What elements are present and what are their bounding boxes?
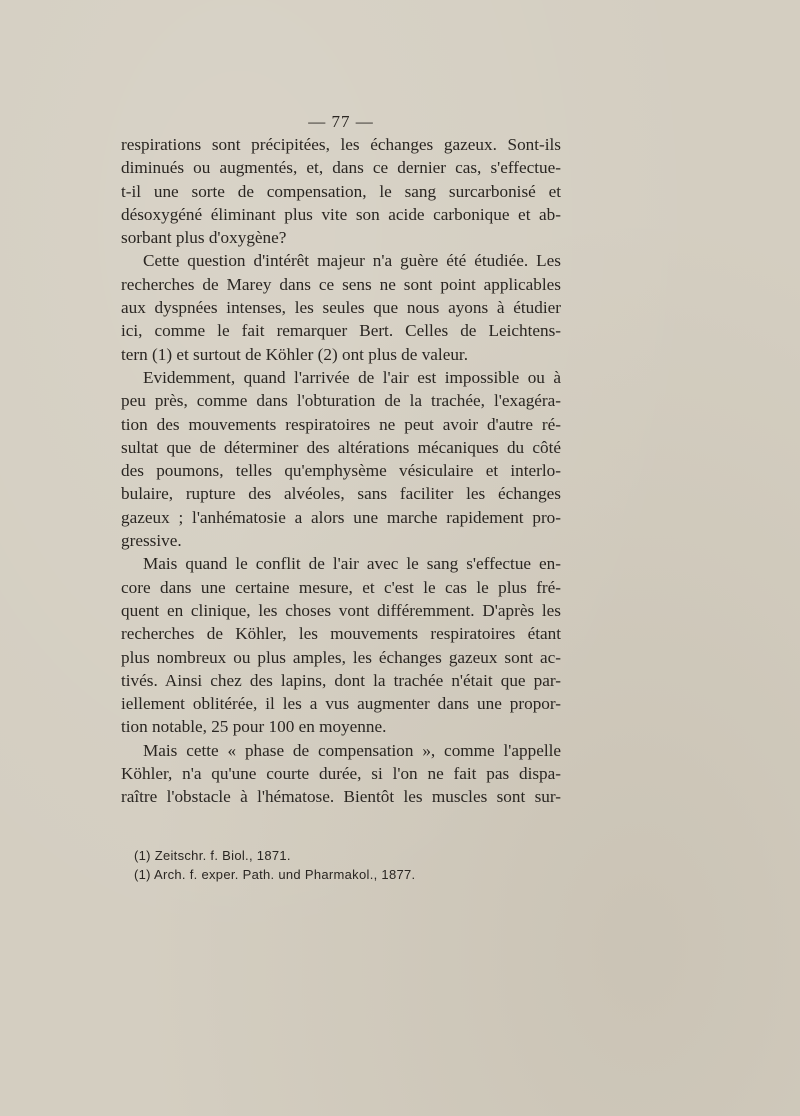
footnotes: [134, 846, 564, 884]
text-line: tion des mouvements respiratoires ne peut avoir d'autre ré-: [121, 414, 561, 434]
text-line: raître l'obstacle à l'hématose. Bientôt les muscles sont sur-: [121, 787, 561, 807]
text-line: sorbant plus d'oxygène?: [121, 228, 287, 248]
text-line: tivés. Ainsi chez des lapins, dont la trachée n'était que par-: [121, 670, 561, 690]
text-line: Evidemment, quand l'arrivée de l'air est impossible ou à: [143, 367, 561, 387]
text-line: gressive.: [121, 531, 182, 551]
text-line: t-il une sorte de compensation, le sang surcarbonisé et: [121, 181, 561, 201]
footnote: (1) Zeitschr. f. Biol., 1871.: [134, 848, 291, 863]
text-line: sultat que de déterminer des altérations mécaniques du côté: [121, 437, 561, 457]
page-number: — 77 —: [308, 112, 374, 131]
text-line: gazeux ; l'anhématosie a alors une marche rapidement pro-: [121, 507, 561, 527]
footnote: (1) Arch. f. exper. Path. und Pharmakol., 1877.: [134, 867, 416, 882]
text-line: diminués ou augmentés, et, dans ce dernier cas, s'effectue-: [121, 158, 561, 178]
text-line: plus nombreux ou plus amples, les échanges gazeux sont ac-: [121, 647, 561, 667]
text-line: tern (1) et surtout de Köhler (2) ont plus de valeur.: [121, 344, 468, 364]
text-line: des poumons, telles qu'emphysème vésiculaire et interlo-: [121, 461, 561, 481]
text-line: bulaire, rupture des alvéoles, sans faciliter les échanges: [121, 484, 561, 504]
text-line: Cette question d'intérêt majeur n'a guère été étudiée. Les: [143, 251, 561, 271]
text-line: tion notable, 25 pour 100 en moyenne.: [121, 717, 387, 737]
text-line: core dans une certaine mesure, et c'est le cas le plus fré-: [121, 577, 561, 597]
text-line: Mais quand le conflit de l'air avec le sang s'effectue en-: [143, 554, 561, 574]
text-line: recherches de Köhler, les mouvements respiratoires étant: [121, 624, 561, 644]
text-line: ici, comme le fait remarquer Bert. Celles de Leichtens-: [121, 321, 561, 341]
text-line: iellement oblitérée, il les a vus augmenter dans une propor-: [121, 694, 561, 714]
text-line: quent en clinique, les choses vont différemment. D'après les: [121, 600, 561, 620]
text-line: désoxygéné éliminant plus vite son acide carbonique et ab-: [121, 204, 561, 224]
text-line: peu près, comme dans l'obturation de la trachée, l'exagéra-: [121, 391, 561, 411]
text-line: respirations sont précipitées, les échanges gazeux. Sont-ils: [121, 135, 561, 154]
text-line: aux dyspnées intenses, les seules que nous ayons à étudier: [121, 298, 561, 318]
body-text: [121, 133, 561, 809]
text-line: Mais cette « phase de compensation », comme l'appelle: [143, 740, 561, 760]
text-line: recherches de Marey dans ce sens ne sont point applicables: [121, 274, 561, 294]
text-line: Köhler, n'a qu'une courte durée, si l'on ne fait pas dispa-: [121, 764, 561, 784]
